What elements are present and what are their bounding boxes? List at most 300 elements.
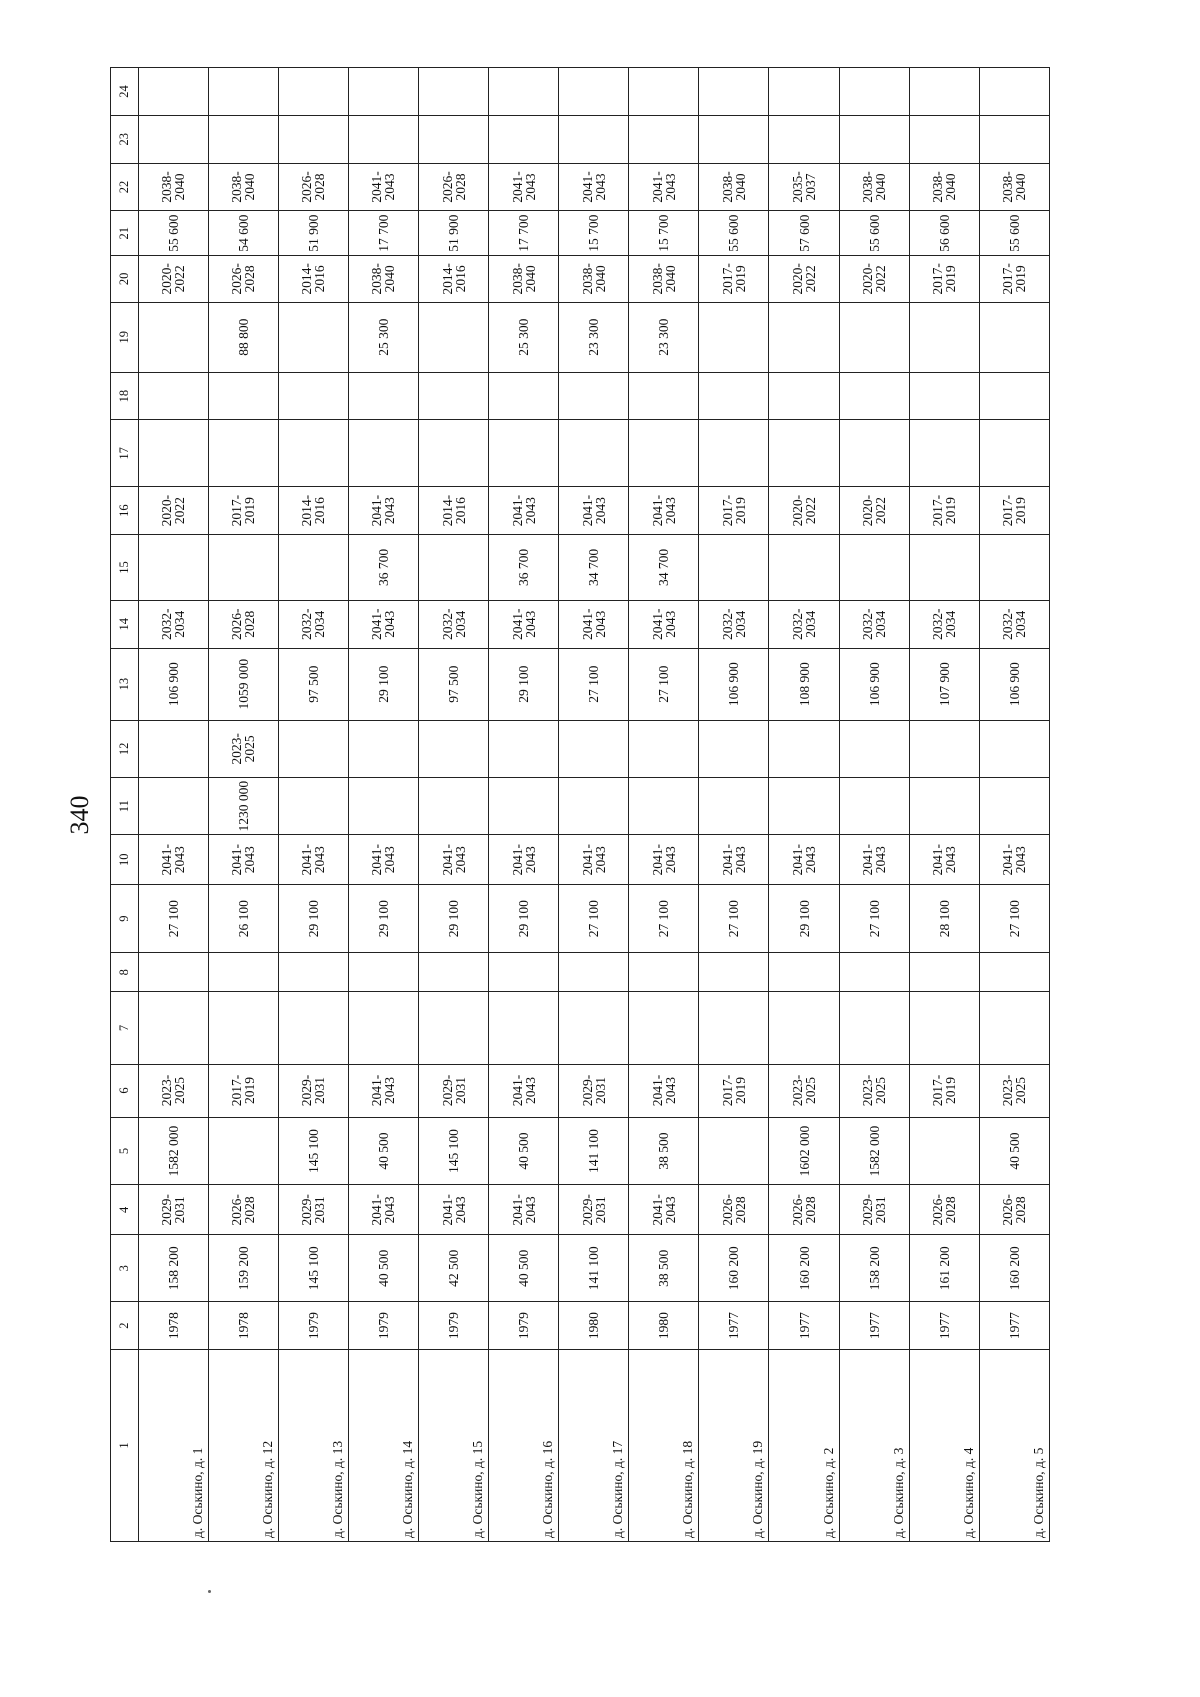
table-cell: 2032- 2034 (979, 600, 1049, 648)
table-cell (208, 535, 278, 601)
table-cell: 2041- 2043 (629, 835, 699, 885)
table-cell (138, 778, 208, 835)
table-cell: 27 100 (138, 885, 208, 953)
table-cell: 55 600 (699, 211, 769, 256)
table-cell (769, 68, 839, 116)
table-cell: 97 500 (278, 648, 348, 720)
address-cell: д. Оськино, д. 17 (559, 1349, 629, 1541)
table-cell: 27 100 (629, 885, 699, 953)
table-cell: 2026- 2028 (699, 1185, 769, 1235)
address-cell: д. Оськино, д. 14 (348, 1349, 418, 1541)
table-cell (979, 778, 1049, 835)
table-cell: 34 700 (629, 535, 699, 601)
table-cell: 88 800 (208, 302, 278, 372)
table-cell (278, 535, 348, 601)
table-cell: 2041- 2043 (489, 1185, 559, 1235)
table-cell: 2023- 2025 (839, 1064, 909, 1117)
address-cell: д. Оськино, д. 2 (769, 1349, 839, 1541)
table-cell (348, 420, 418, 487)
column-number-18: 18 (111, 372, 139, 420)
table-cell: 2020- 2022 (769, 255, 839, 302)
address-cell: д. Оськино, д. 1 (138, 1349, 208, 1541)
table-cell (909, 420, 979, 487)
table-cell (418, 953, 488, 992)
table-cell: 17 700 (489, 211, 559, 256)
table-row (138, 68, 208, 1542)
address-cell: д. Оськино, д. 12 (208, 1349, 278, 1541)
table-cell: 2020- 2022 (138, 255, 208, 302)
table-cell: 2041- 2043 (348, 835, 418, 885)
table-cell: 2017- 2019 (979, 255, 1049, 302)
table-cell: 2041- 2043 (559, 487, 629, 535)
table-cell: 1980 (629, 1302, 699, 1350)
table-row (909, 68, 979, 1542)
table-cell: 2038- 2040 (559, 255, 629, 302)
table-cell (138, 953, 208, 992)
table-cell: 2038- 2040 (629, 255, 699, 302)
table-cell: 27 100 (559, 885, 629, 953)
table-cell: 141 100 (559, 1117, 629, 1185)
table-cell (769, 992, 839, 1064)
table-cell: 1979 (418, 1302, 488, 1350)
table-row (769, 68, 839, 1542)
table-cell: 2017- 2019 (979, 487, 1049, 535)
table-cell (208, 115, 278, 163)
table-cell: 2026- 2028 (418, 163, 488, 211)
table-row (418, 68, 488, 1542)
table-cell: 2041- 2043 (348, 600, 418, 648)
table-cell: 106 900 (138, 648, 208, 720)
table-cell (839, 420, 909, 487)
table-cell: 2020- 2022 (769, 487, 839, 535)
table-cell (699, 115, 769, 163)
table-cell: 145 100 (278, 1235, 348, 1302)
table-cell: 1230 000 (208, 778, 278, 835)
table-cell (909, 953, 979, 992)
table-cell: 158 200 (138, 1235, 208, 1302)
table-cell (629, 68, 699, 116)
table-cell: 55 600 (979, 211, 1049, 256)
table-cell (138, 302, 208, 372)
table-cell (418, 302, 488, 372)
table-cell: 2041- 2043 (278, 835, 348, 885)
table-cell: 161 200 (909, 1235, 979, 1302)
table-cell (839, 720, 909, 777)
address-cell: д. Оськино, д. 4 (909, 1349, 979, 1541)
table-row (348, 68, 418, 1542)
table-cell: 56 600 (909, 211, 979, 256)
table-cell: 29 100 (489, 648, 559, 720)
table-cell: 2014- 2016 (278, 255, 348, 302)
column-number-11: 11 (111, 778, 139, 835)
table-cell: 1582 000 (839, 1117, 909, 1185)
column-number-3: 3 (111, 1235, 139, 1302)
table-cell: 2038- 2040 (138, 163, 208, 211)
table-cell (418, 372, 488, 420)
table-cell (699, 302, 769, 372)
table-cell (418, 115, 488, 163)
table-cell: 2041- 2043 (418, 1185, 488, 1235)
table-cell (348, 992, 418, 1064)
table-cell: 2041- 2043 (418, 835, 488, 885)
table-cell (208, 372, 278, 420)
table-cell (979, 953, 1049, 992)
table-cell (559, 420, 629, 487)
table-cell: 2023- 2025 (208, 720, 278, 777)
column-number-6: 6 (111, 1064, 139, 1117)
column-number-4: 4 (111, 1185, 139, 1235)
table-cell (489, 778, 559, 835)
table-cell (138, 68, 208, 116)
table-cell (699, 535, 769, 601)
table-cell: 2041- 2043 (489, 1064, 559, 1117)
table-cell: 1977 (839, 1302, 909, 1350)
table-cell (559, 372, 629, 420)
address-cell: д. Оськино, д. 3 (839, 1349, 909, 1541)
table-cell (629, 992, 699, 1064)
column-number-20: 20 (111, 255, 139, 302)
table-cell: 2029- 2031 (559, 1185, 629, 1235)
table-cell: 29 100 (278, 885, 348, 953)
address-cell: д. Оськино, д. 5 (979, 1349, 1049, 1541)
table-cell: 2041- 2043 (489, 487, 559, 535)
table-cell: 23 300 (559, 302, 629, 372)
table-cell (979, 720, 1049, 777)
table-cell: 2032- 2034 (839, 600, 909, 648)
table-cell (138, 720, 208, 777)
table-cell (909, 302, 979, 372)
table-cell: 2038- 2040 (839, 163, 909, 211)
table-cell: 2029- 2031 (418, 1064, 488, 1117)
table-cell: 2017- 2019 (909, 1064, 979, 1117)
table-cell: 2041- 2043 (699, 835, 769, 885)
table-cell (418, 778, 488, 835)
column-number-14: 14 (111, 600, 139, 648)
table-cell (839, 68, 909, 116)
table-cell: 29 100 (769, 885, 839, 953)
table-cell: 1979 (348, 1302, 418, 1350)
table-cell: 2038- 2040 (208, 163, 278, 211)
table-cell: 2029- 2031 (278, 1185, 348, 1235)
table-cell (559, 992, 629, 1064)
table-cell (489, 68, 559, 116)
table-cell (278, 778, 348, 835)
table-cell: 2041- 2043 (348, 487, 418, 535)
table-cell (559, 778, 629, 835)
table-cell: 2017- 2019 (909, 487, 979, 535)
table-cell (278, 953, 348, 992)
table-cell: 160 200 (699, 1235, 769, 1302)
table-cell: 54 600 (208, 211, 278, 256)
column-number-8: 8 (111, 953, 139, 992)
table-cell: 36 700 (489, 535, 559, 601)
table-cell (699, 992, 769, 1064)
table-cell (909, 992, 979, 1064)
table-cell: 29 100 (489, 885, 559, 953)
table-cell: 2038- 2040 (489, 255, 559, 302)
table-cell: 2017- 2019 (699, 1064, 769, 1117)
table-cell: 2041- 2043 (769, 835, 839, 885)
table-cell: 2017- 2019 (909, 255, 979, 302)
table-cell: 2041- 2043 (839, 835, 909, 885)
column-number-21: 21 (111, 211, 139, 256)
table-cell: 57 600 (769, 211, 839, 256)
table-cell (559, 115, 629, 163)
table-cell: 2041- 2043 (559, 835, 629, 885)
table-cell (348, 720, 418, 777)
table-cell: 2023- 2025 (769, 1064, 839, 1117)
table-cell: 38 500 (629, 1235, 699, 1302)
table-cell (769, 720, 839, 777)
table-cell (278, 68, 348, 116)
table-cell: 160 200 (769, 1235, 839, 1302)
table-cell: 25 300 (348, 302, 418, 372)
table-cell (839, 115, 909, 163)
table-cell: 55 600 (138, 211, 208, 256)
table-cell: 1059 000 (208, 648, 278, 720)
table-cell: 40 500 (348, 1235, 418, 1302)
table-cell (979, 68, 1049, 116)
table-cell: 2014- 2016 (418, 255, 488, 302)
table-cell (278, 720, 348, 777)
table-cell (629, 778, 699, 835)
table-cell: 2029- 2031 (839, 1185, 909, 1235)
table-cell: 28 100 (909, 885, 979, 953)
table-cell: 145 100 (418, 1117, 488, 1185)
table-cell: 2041- 2043 (489, 163, 559, 211)
table-cell: 160 200 (979, 1235, 1049, 1302)
table-cell (208, 953, 278, 992)
page-number: 340 (65, 795, 94, 835)
column-number-15: 15 (111, 535, 139, 601)
table-cell (278, 115, 348, 163)
table-cell: 1977 (979, 1302, 1049, 1350)
table-cell (699, 68, 769, 116)
table-cell: 36 700 (348, 535, 418, 601)
table-cell (208, 992, 278, 1064)
table-cell: 34 700 (559, 535, 629, 601)
table-cell (909, 720, 979, 777)
table-cell: 2026- 2028 (208, 600, 278, 648)
table-cell: 38 500 (629, 1117, 699, 1185)
table-cell: 2026- 2028 (979, 1185, 1049, 1235)
table-cell: 2029- 2031 (138, 1185, 208, 1235)
table-cell (278, 372, 348, 420)
table-cell (909, 535, 979, 601)
address-cell: д. Оськино, д. 18 (629, 1349, 699, 1541)
table-cell: 2023- 2025 (138, 1064, 208, 1117)
table-cell (138, 420, 208, 487)
table-cell: 15 700 (559, 211, 629, 256)
table-cell: 27 100 (839, 885, 909, 953)
table-cell (909, 778, 979, 835)
table-cell: 40 500 (489, 1117, 559, 1185)
address-cell: д. Оськино, д. 19 (699, 1349, 769, 1541)
column-number-5: 5 (111, 1117, 139, 1185)
column-number-19: 19 (111, 302, 139, 372)
table-cell: 2032- 2034 (699, 600, 769, 648)
column-number-7: 7 (111, 992, 139, 1064)
table-cell (909, 1117, 979, 1185)
table-cell: 27 100 (699, 885, 769, 953)
table-cell (839, 953, 909, 992)
table-cell (839, 778, 909, 835)
table-cell: 106 900 (839, 648, 909, 720)
table-cell: 1602 000 (769, 1117, 839, 1185)
table-cell: 1979 (278, 1302, 348, 1350)
table-row (208, 68, 278, 1542)
table-cell: 2026- 2028 (769, 1185, 839, 1235)
table-cell (699, 720, 769, 777)
table-cell (769, 420, 839, 487)
table-cell: 2041- 2043 (489, 835, 559, 885)
table-cell (418, 992, 488, 1064)
table-cell (559, 720, 629, 777)
column-number-9: 9 (111, 885, 139, 953)
table-cell: 2029- 2031 (278, 1064, 348, 1117)
table-row (839, 68, 909, 1542)
table-cell: 107 900 (909, 648, 979, 720)
table-cell: 2038- 2040 (909, 163, 979, 211)
table-cell (699, 1117, 769, 1185)
table-cell (208, 68, 278, 116)
table-cell (138, 992, 208, 1064)
table-cell (489, 953, 559, 992)
rotated-table-container (110, 67, 1050, 1542)
table-cell: 2041- 2043 (629, 163, 699, 211)
table-cell: 55 600 (839, 211, 909, 256)
table-cell (979, 372, 1049, 420)
table-cell: 2026- 2028 (909, 1185, 979, 1235)
table-row (629, 68, 699, 1542)
table-cell: 2032- 2034 (418, 600, 488, 648)
column-number-24: 24 (111, 68, 139, 116)
repair-schedule-table (110, 67, 1050, 1542)
column-number-17: 17 (111, 420, 139, 487)
table-cell (138, 115, 208, 163)
table-cell (699, 953, 769, 992)
table-cell: 145 100 (278, 1117, 348, 1185)
table-cell: 2038- 2040 (699, 163, 769, 211)
table-cell (769, 778, 839, 835)
table-cell (979, 115, 1049, 163)
table-cell: 2041- 2043 (629, 487, 699, 535)
column-number-22: 22 (111, 163, 139, 211)
table-cell: 42 500 (418, 1235, 488, 1302)
table-cell: 2035- 2037 (769, 163, 839, 211)
table-cell: 1977 (769, 1302, 839, 1350)
table-cell (629, 953, 699, 992)
table-cell (138, 535, 208, 601)
table-cell (769, 535, 839, 601)
scan-speck (208, 1590, 211, 1593)
table-cell: 51 900 (418, 211, 488, 256)
table-cell (629, 420, 699, 487)
table-body (111, 68, 1050, 1542)
table-cell (629, 720, 699, 777)
column-number-13: 13 (111, 648, 139, 720)
table-cell: 1978 (138, 1302, 208, 1350)
column-number-2: 2 (111, 1302, 139, 1350)
header-row (111, 68, 139, 1542)
table-cell: 29 100 (348, 885, 418, 953)
table-cell (278, 992, 348, 1064)
table-cell: 2017- 2019 (699, 255, 769, 302)
table-cell (278, 420, 348, 487)
table-cell (839, 992, 909, 1064)
table-cell (489, 372, 559, 420)
table-cell (979, 420, 1049, 487)
table-cell: 141 100 (559, 1235, 629, 1302)
table-cell: 97 500 (418, 648, 488, 720)
table-cell (629, 372, 699, 420)
table-cell (348, 68, 418, 116)
table-cell: 2041- 2043 (629, 600, 699, 648)
table-cell (348, 372, 418, 420)
table-cell (839, 372, 909, 420)
table-cell (559, 953, 629, 992)
table-cell: 40 500 (348, 1117, 418, 1185)
table-cell: 2041- 2043 (559, 163, 629, 211)
table-cell (769, 953, 839, 992)
table-cell: 15 700 (629, 211, 699, 256)
table-cell: 2041- 2043 (348, 1064, 418, 1117)
table-cell: 2020- 2022 (839, 487, 909, 535)
table-cell (418, 720, 488, 777)
address-cell: д. Оськино, д. 13 (278, 1349, 348, 1541)
table-cell: 2017- 2019 (208, 487, 278, 535)
table-cell (629, 115, 699, 163)
table-cell: 2032- 2034 (909, 600, 979, 648)
column-number-23: 23 (111, 115, 139, 163)
table-cell: 106 900 (979, 648, 1049, 720)
table-cell: 2014- 2016 (418, 487, 488, 535)
table-cell: 2041- 2043 (559, 600, 629, 648)
table-cell: 2020- 2022 (839, 255, 909, 302)
table-cell (699, 372, 769, 420)
table-row (699, 68, 769, 1542)
table-cell (559, 68, 629, 116)
table-cell (769, 115, 839, 163)
table-cell (348, 115, 418, 163)
table-cell: 29 100 (348, 648, 418, 720)
table-cell (839, 535, 909, 601)
table-cell: 25 300 (489, 302, 559, 372)
address-cell: д. Оськино, д. 16 (489, 1349, 559, 1541)
table-cell: 2041- 2043 (629, 1064, 699, 1117)
table-cell: 2026- 2028 (208, 1185, 278, 1235)
table-cell (208, 1117, 278, 1185)
table-cell (489, 420, 559, 487)
address-cell: д. Оськино, д. 15 (418, 1349, 488, 1541)
table-cell: 1978 (208, 1302, 278, 1350)
table-cell: 2032- 2034 (138, 600, 208, 648)
table-cell: 27 100 (629, 648, 699, 720)
table-cell: 2041- 2043 (489, 600, 559, 648)
table-cell: 2017- 2019 (208, 1064, 278, 1117)
table-cell: 2038- 2040 (348, 255, 418, 302)
table-cell: 23 300 (629, 302, 699, 372)
table-row (979, 68, 1049, 1542)
table-cell: 2029- 2031 (559, 1064, 629, 1117)
table-cell: 2041- 2043 (348, 1185, 418, 1235)
table-row (489, 68, 559, 1542)
table-row (559, 68, 629, 1542)
table-cell (348, 778, 418, 835)
table-cell: 2017- 2019 (699, 487, 769, 535)
table-cell (208, 420, 278, 487)
table-row (278, 68, 348, 1542)
